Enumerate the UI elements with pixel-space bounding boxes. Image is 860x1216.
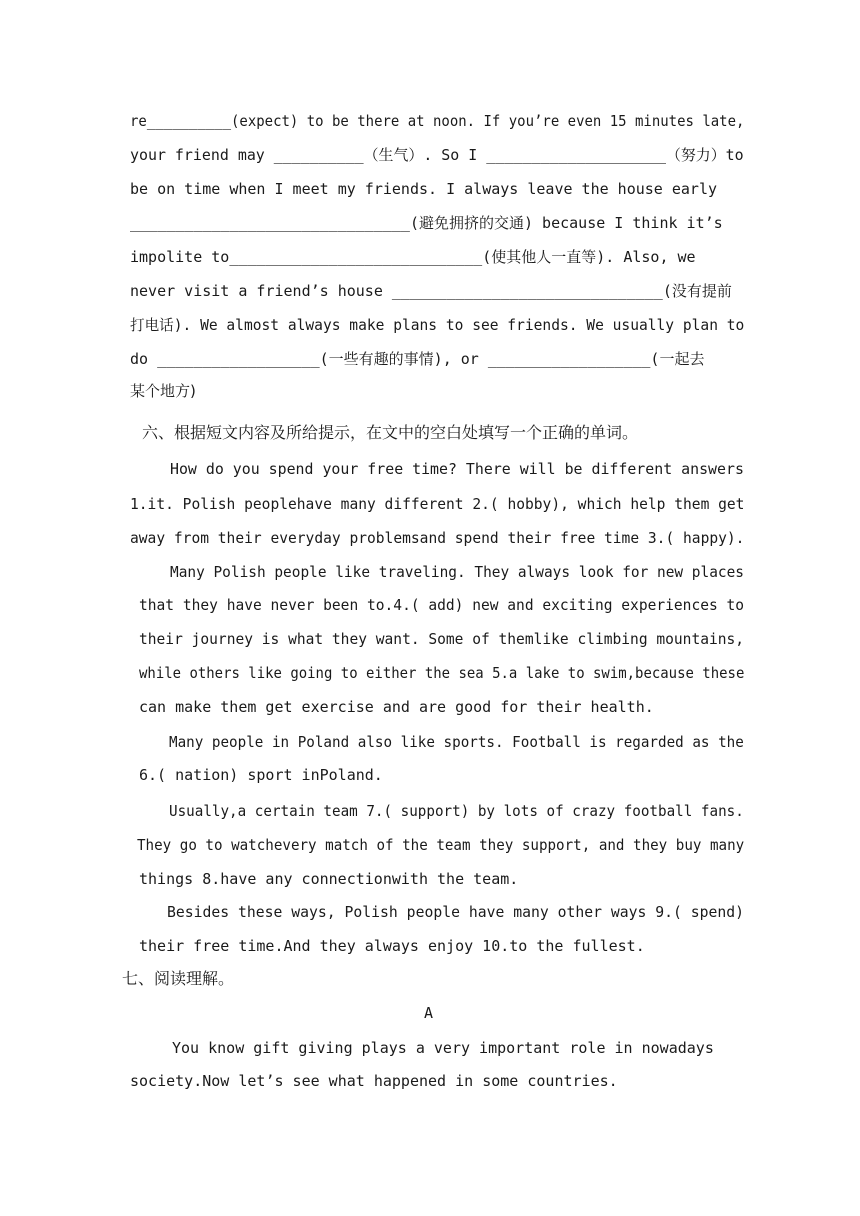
- passage-line: _______________________________(避免拥挤的交通) because I think it’s: [130, 214, 723, 232]
- passage-line: while others like going to either the sea 5.a lake to swim,because these: [139, 664, 745, 682]
- passage-line: 某个地方): [130, 382, 196, 400]
- section7-heading: 七、阅读理解。: [122, 969, 235, 988]
- passage-line: never visit a friend’s house ______________________________(没有提前: [130, 282, 732, 300]
- passage-line: Besides these ways, Polish people have many other ways 9.( spend): [167, 903, 745, 921]
- passage-line: be on time when I meet my friends. I always leave the house early: [130, 180, 717, 198]
- passage-title: A: [424, 1004, 434, 1022]
- passage-line: away from their everyday problemsand spend their free time 3.( happy).: [130, 529, 745, 547]
- passage-line: your friend may __________（生气）. So I ____________________（努力）to: [130, 146, 744, 164]
- section6-heading: 六、根据短文内容及所给提示，在文中的空白处填写一个正确的单词。: [142, 423, 639, 442]
- passage-line: You know gift giving plays a very important role in nowadays: [172, 1039, 714, 1057]
- passage-line: re__________(expect) to be there at noon. If you’re even 15 minutes late,: [130, 112, 745, 130]
- passage-line: How do you spend your free time? There will be different answers: [170, 460, 744, 478]
- passage-line: 6.( nation) sport inPoland.: [139, 766, 383, 784]
- passage-line: They go to watchevery match of the team they support, and they buy many: [137, 836, 745, 854]
- passage-line: Usually,a certain team 7.( support) by lots of crazy football fans.: [169, 802, 744, 820]
- passage-line: that they have never been to.4.( add) new and exciting experiences to: [139, 596, 745, 614]
- passage-line: 打电话). We almost always make plans to see friends. We usually plan to: [130, 316, 745, 334]
- passage-line: things 8.have any connectionwith the team.: [139, 870, 519, 888]
- passage-line: society.Now let’s see what happened in some countries.: [130, 1072, 618, 1090]
- passage-line: 1.it. Polish peoplehave many different 2.( hobby), which help them get: [130, 495, 745, 513]
- passage-line: do __________________(一些有趣的事情), or __________________(一起去: [130, 350, 705, 368]
- passage-line: their free time.And they always enjoy 10.to the fullest.: [139, 937, 645, 955]
- passage-line: their journey is what they want. Some of themlike climbing mountains,: [139, 630, 745, 648]
- passage-line: can make them get exercise and are good for their health.: [139, 698, 654, 716]
- passage-line: impolite to____________________________(使其他人一直等). Also, we: [130, 248, 696, 266]
- passage-line: Many people in Poland also like sports. Football is regarded as the: [169, 733, 744, 751]
- passage-line: Many Polish people like traveling. They always look for new places: [170, 563, 744, 581]
